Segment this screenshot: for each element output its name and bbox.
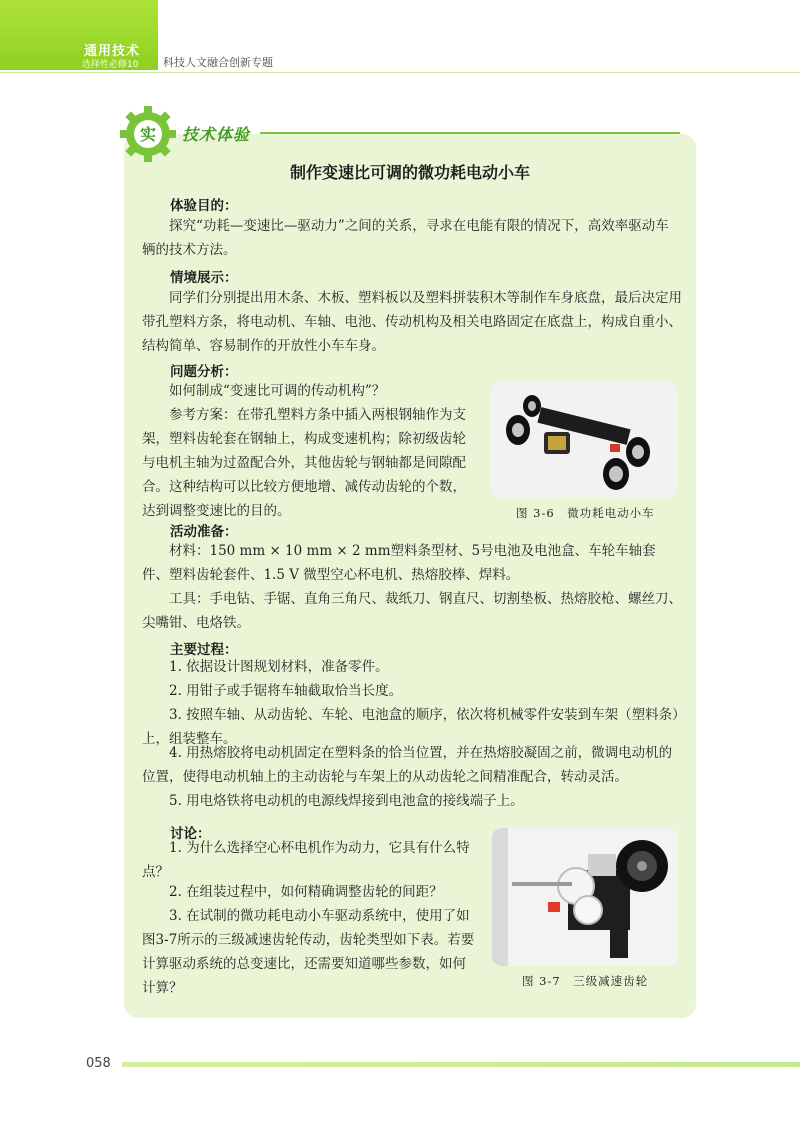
process-heading: 主要过程： xyxy=(170,642,238,658)
gear-icon xyxy=(118,104,178,164)
prep-heading: 活动准备： xyxy=(170,524,238,540)
prep-tools: 工具：手电钻、手锯、直角三角尺、裁纸刀、钢直尺、切割垫板、热熔胶枪、螺丝刀、尖嘴钳、电烙铁。 xyxy=(142,591,682,631)
problem-heading: 问题分析： xyxy=(170,364,238,380)
figure-3-7-caption: 图 3-7 三级减速齿轮 xyxy=(522,974,649,988)
header-color-block xyxy=(0,0,158,70)
purpose-heading: 体验目的： xyxy=(170,198,238,214)
car-illustration xyxy=(490,382,678,498)
prep-materials: 材料：150 mm × 10 mm × 2 mm塑料条型材、5号电池及电池盒、车轮车轴套件、塑料齿轮套件、1.5 V 微型空心杯电机、热熔胶棒、焊料。 xyxy=(142,543,656,583)
gearbox-illustration xyxy=(492,828,678,966)
series-title: 通用技术 xyxy=(84,44,141,59)
footer-bar xyxy=(122,1062,800,1067)
gear-glyph: 实 xyxy=(139,125,157,144)
step-item: 3. 按照车轴、从动齿轮、车轮、电池盒的顺序，依次将机械零件安装到车架（塑料条）上，组装整车。 xyxy=(142,707,679,747)
step-item: 2. 用钳子或手锯将车轴截取恰当长度。 xyxy=(169,683,403,699)
gear-photo xyxy=(492,828,678,966)
page-number: 058 xyxy=(86,1056,111,1071)
discussion-item: 3. 在试制的微功耗电动小车驱动系统中，使用了如图3-7所示的三级减速齿轮传动，齿轮类型如下表。若要计算驱动系统的总变速比，还需要知道哪些参数，如何计算？ xyxy=(142,908,475,996)
series-subtitle: 选择性必修10 xyxy=(82,60,139,70)
section-banner-title: 技术体验 xyxy=(182,125,251,144)
header-divider xyxy=(0,72,800,73)
book-title: 科技人文融合创新专题 xyxy=(163,56,273,69)
figure-3-6-caption: 图 3-6 微功耗电动小车 xyxy=(516,506,655,520)
discussion-heading: 讨论： xyxy=(170,826,211,842)
discussion-item: 2. 在组装过程中，如何精确调整齿轮的间距？ xyxy=(169,884,443,900)
discussion-item: 1. 为什么选择空心杯电机作为动力，它具有什么特点？ xyxy=(142,840,470,880)
problem-plan: 参考方案：在带孔塑料方条中插入两根钢轴作为支架，塑料齿轮套在钢轴上，构成变速机构；除初级齿轮与电机主轴为过盈配合外，其他齿轮与钢轴都是间隙配合。这种结构可以比较方便地增、减传动齿轮的个数，达到调整变速比的目的。 xyxy=(142,407,466,519)
car-photo xyxy=(490,382,678,498)
step-item: 5. 用电烙铁将电动机的电源线焊接到电池盒的接线端子上。 xyxy=(169,793,524,809)
step-item: 1. 依据设计图规划材料，准备零件。 xyxy=(169,659,389,675)
step-item: 4. 用热熔胶将电动机固定在塑料条的恰当位置，并在热熔胶凝固之前，微调电动机的位置，使得电动机轴上的主动齿轮与车架上的从动齿轮之间精准配合，转动灵活。 xyxy=(142,745,673,785)
page-title: 制作变速比可调的微功耗电动小车 xyxy=(289,163,530,182)
problem-question: 如何制成“变速比可调的传动机构”？ xyxy=(169,383,386,399)
scene-heading: 情境展示： xyxy=(170,270,238,286)
purpose-text: 探究“功耗—变速比—驱动力”之间的关系，寻求在电能有限的情况下，高效率驱动车辆的技术方法。 xyxy=(142,218,669,258)
banner-line xyxy=(260,132,680,134)
scene-text: 同学们分别提出用木条、木板、塑料板以及塑料拼装积木等制作车身底盘，最后决定用带孔塑料方条，将电动机、车轴、电池、传动机构及相关电路固定在底盘上，构成自重小、结构简单、容易制作的开放性小车车身。 xyxy=(142,290,682,354)
